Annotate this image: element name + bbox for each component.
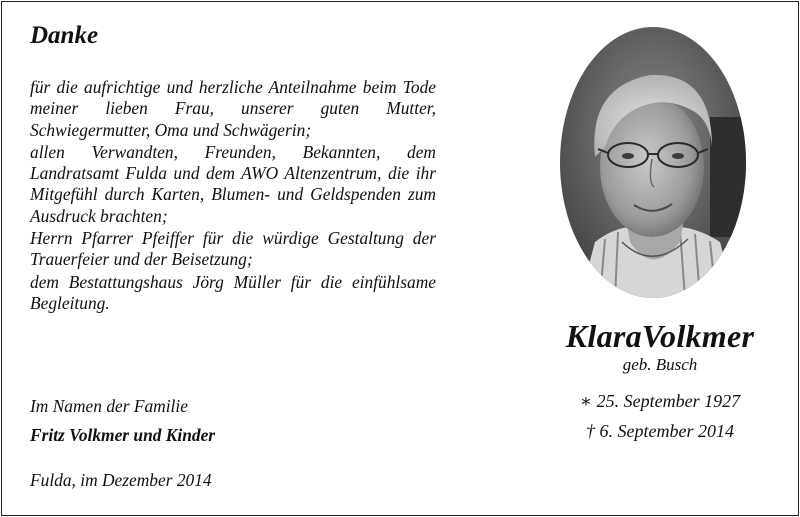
thanks-text — [30, 77, 436, 315]
signature-line: Im Namen der Familie — [30, 396, 188, 416]
thanks-paragraph: Herrn Pfarrer Pfeiffer für die würdige Gestaltung der Trauerfeier und der Beisetzung; — [30, 228, 436, 270]
thanks-paragraph: dem Bestattungshaus Jörg Müller für die einfühlsame Begleitung. — [30, 271, 436, 313]
card-heading: Danke — [30, 22, 99, 49]
birth-date: ∗ 25. September 1927 — [579, 391, 741, 411]
place-date: Fulda, im Dezember 2014 — [30, 470, 212, 490]
signature-block — [30, 396, 436, 454]
death-date: † 6. September 2014 — [586, 421, 734, 441]
deceased-name: KlaraVolkmer — [565, 318, 755, 354]
thanks-paragraph: für die aufrichtige und herzliche Anteilnahme beim Tode meiner lieben Frau, unserer guten Mutter, Schwiegermutter, Oma und Schwägerin; — [30, 77, 436, 140]
maiden-name: geb. Busch — [622, 355, 698, 374]
portrait-photo — [560, 27, 746, 298]
signature-name: Fritz Volkmer und Kinder — [30, 425, 216, 445]
thanks-paragraph: allen Verwandten, Freunden, Bekannten, dem Landratsamt Fulda und dem AWO Altenzentrum, die ihr Mitgefühl durch Karten, Blumen- und Geldspenden zum Ausdruck brachten; — [30, 141, 436, 226]
